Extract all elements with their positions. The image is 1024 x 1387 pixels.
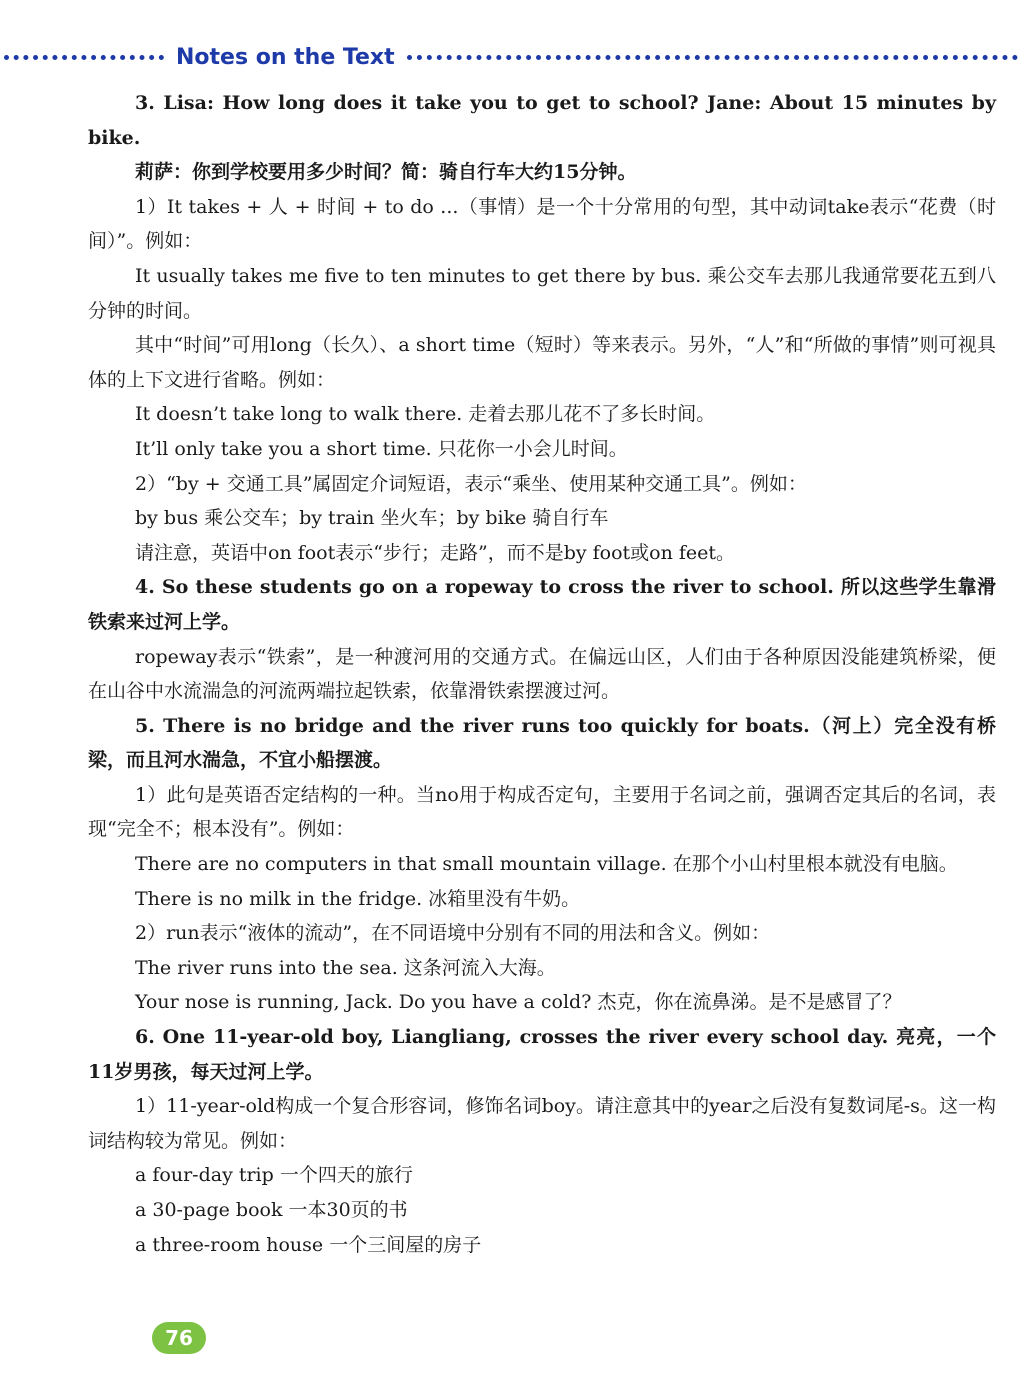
note-paragraph: 2）run表示“液体的流动”，在不同语境中分别有不同的用法和含义。例如： [135, 922, 771, 945]
note-paragraph: It usually takes me five to ten minutes to get there by bus. 乘公交车去那儿我通常要花五到八分钟的时间。 [88, 264, 996, 322]
note-paragraph: It’ll only take you a short time. 只花你一小会儿时间。 [135, 437, 628, 460]
note-paragraph: ropeway表示“铁索”，是一种渡河用的交通方式。在偏远山区，人们由于各种原因没能建筑桥梁，便在山谷中水流湍急的河流两端拉起铁索，依靠滑铁索摆渡过河。 [88, 645, 996, 703]
note-heading: 莉萨：你到学校要用多少时间？简：骑自行车大约15分钟。 [135, 161, 637, 184]
section-header [0, 40, 1024, 74]
dotted-rule-left [4, 55, 164, 60]
note-paragraph: Your nose is running, Jack. Do you have a cold? 杰克，你在流鼻涕。是不是感冒了？ [135, 991, 902, 1014]
note-paragraph: 其中“时间”可用long（长久）、a short time（短时）等来表示。另外，“人”和“所做的事情”则可视具体的上下文进行省略。例如： [88, 334, 996, 391]
note-paragraph: a four-day trip 一个四天的旅行 [135, 1164, 413, 1187]
note-heading: 6. One 11-year-old boy, Liangliang, crosses the river every school day. 亮亮，一个11岁男孩，每天过河上学。 [88, 1026, 996, 1083]
section-title: Notes on the Text [176, 44, 395, 70]
dotted-rule-right [407, 55, 1018, 60]
note-paragraph: It doesn’t take long to walk there. 走着去那儿花不了多长时间。 [135, 403, 716, 426]
note-paragraph: by bus 乘公交车；by train 坐火车；by bike 骑自行车 [135, 507, 609, 530]
note-paragraph: 2）“by + 交通工具”属固定介词短语，表示“乘坐、使用某种交通工具”。例如： [135, 472, 807, 495]
note-paragraph: There are no computers in that small mountain village. 在那个小山村里根本就没有电脑。 [135, 853, 958, 876]
note-heading: 4. So these students go on a ropeway to cross the river to school. 所以这些学生靠滑铁索来过河上学。 [88, 576, 996, 633]
note-paragraph: a three-room house 一个三间屋的房子 [135, 1233, 482, 1256]
note-paragraph: 1）11-year-old构成一个复合形容词，修饰名词boy。请注意其中的year之后没有复数词尾-s。这一构词结构较为常见。例如： [88, 1095, 996, 1152]
note-paragraph: 请注意，英语中on foot表示“步行；走路”，而不是by foot或on feet。 [135, 541, 736, 564]
note-paragraph: There is no milk in the fridge. 冰箱里没有牛奶。 [135, 887, 581, 910]
note-heading: 3. Lisa: How long does it take you to get to school? Jane: About 15 minutes by bike. [88, 92, 996, 149]
note-paragraph: a 30-page book 一本30页的书 [135, 1199, 408, 1221]
note-heading: 5. There is no bridge and the river runs too quickly for boats.（河上）完全没有桥梁，而且河水湍急，不宜小船摆渡。 [88, 714, 996, 772]
notes-body [88, 86, 996, 1262]
note-paragraph: 1）此句是英语否定结构的一种。当no用于构成否定句，主要用于名词之前，强调否定其后的名词，表现“完全不；根本没有”。例如： [88, 783, 996, 841]
note-paragraph: The river runs into the sea. 这条河流入大海。 [135, 956, 556, 979]
note-paragraph: 1）It takes + 人 + 时间 + to do ...（事情）是一个十分常用的句型，其中动词take表示“花费（时间）”。例如： [88, 195, 996, 253]
page-number-badge: 76 [152, 1322, 206, 1354]
